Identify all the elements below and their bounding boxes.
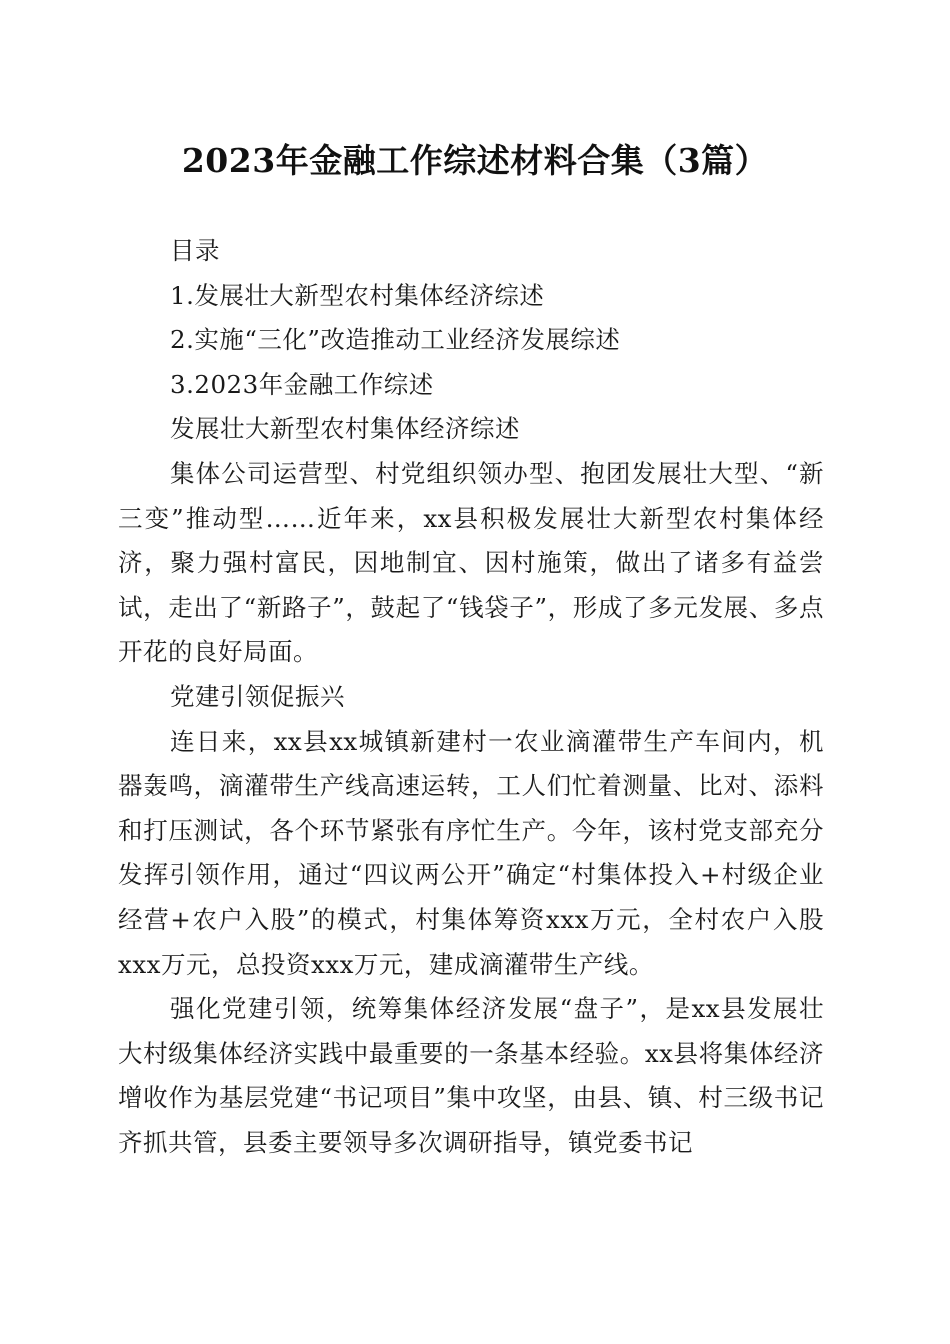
toc-item-2: 2.实施“三化”改造推动工业经济发展综述: [170, 325, 621, 355]
document-body: [118, 229, 824, 1165]
toc-item-3: 3.2023年金融工作综述: [170, 369, 434, 399]
subheading-party-building: 党建引领促振兴: [170, 681, 345, 711]
paragraph-drip-irrigation: 连日来，xx县xx城镇新建村一农业滴灌带生产车间内，机器轰鸣，滴灌带生产线高速运转，工人们忙着测量、比对、添料和打压测试，各个环节紧张有序忙生产。今年，该村党支部充分发挥引领作用，通过“四议两公开”确定“村集体投入+村级企业经营+农户入股”的模式，村集体筹资xxx万元，全村农户入股xxx万元，总投资xxx万元，建成滴灌带生产线。: [118, 726, 824, 979]
section-title: 发展壮大新型农村集体经济综述: [170, 414, 520, 444]
toc-label: 目录: [170, 236, 220, 265]
paragraph-intro: 集体公司运营型、村党组织领办型、抱团发展壮大型、“新三变”推动型……近年来，xx县积极发展壮大新型农村集体经济，聚力强村富民，因地制宜、因村施策，做出了诸多有益尝试，走出了“新路子”，鼓起了“钱袋子”，形成了多元发展、多点开花的良好局面。: [118, 458, 824, 667]
paragraph-party-leadership: 强化党建引领，统筹集体经济发展“盘子”，是xx县发展壮大村级集体经济实践中最重要的一条基本经验。xx县将集体经济增收作为基层党建“书记项目”集中攻坚，由县、镇、村三级书记齐抓共管，县委主要领导多次调研指导，镇党委书记: [118, 994, 824, 1157]
document-title: 2023年金融工作综述材料合集（3篇）: [181, 141, 769, 180]
toc-item-1: 1.发展壮大新型农村集体经济综述: [170, 280, 545, 310]
